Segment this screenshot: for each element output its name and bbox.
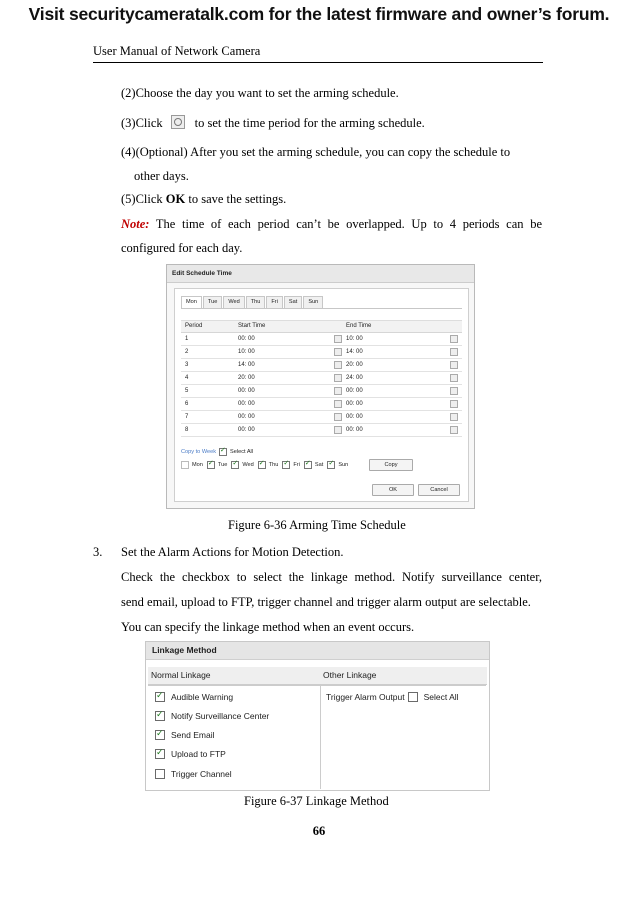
note-line2: configured for each day. bbox=[121, 241, 243, 255]
tab-fri[interactable]: Fri bbox=[266, 296, 283, 309]
clock-icon[interactable] bbox=[334, 348, 342, 356]
end-time-cell[interactable]: 10: 00 bbox=[346, 336, 363, 342]
day-checkbox-tue[interactable] bbox=[207, 461, 215, 469]
day-checkbox-sat[interactable] bbox=[304, 461, 312, 469]
label-audible-warning: Audible Warning bbox=[171, 692, 234, 702]
trigger-alarm-output-row bbox=[326, 692, 459, 702]
linkage-title: Linkage Method bbox=[146, 642, 489, 660]
label-send-email: Send Email bbox=[171, 730, 215, 740]
table-row bbox=[181, 372, 462, 385]
linkage-item-notify-center[interactable] bbox=[155, 711, 269, 721]
start-time-cell[interactable]: 10: 00 bbox=[238, 349, 255, 355]
day-tabs bbox=[181, 296, 324, 308]
day-label-mon: Mon bbox=[192, 462, 203, 468]
period-cell: 3 bbox=[185, 362, 189, 368]
col-period: Period bbox=[185, 323, 203, 329]
section-3-title: Set the Alarm Actions for Motion Detection. bbox=[121, 545, 344, 559]
section-3-line3: You can specify the linkage method when an event occurs. bbox=[121, 620, 415, 634]
start-time-cell[interactable]: 00: 00 bbox=[238, 427, 255, 433]
step-5-ok: OK bbox=[165, 192, 186, 206]
select-all-label: Select All bbox=[230, 449, 254, 455]
edit-schedule-dialog bbox=[166, 264, 475, 509]
checkbox-send-email[interactable] bbox=[155, 730, 165, 740]
table-row bbox=[181, 398, 462, 411]
step-3 bbox=[121, 115, 425, 130]
page-number: 66 bbox=[312, 824, 326, 838]
day-label-fri: Fri bbox=[293, 462, 300, 468]
clock-icon[interactable] bbox=[450, 361, 458, 369]
day-checkbox-mon[interactable] bbox=[181, 461, 189, 469]
step-4-line1: (4)(Optional) After you set the arming schedule, you can copy the schedule to bbox=[121, 145, 511, 159]
end-time-cell[interactable]: 00: 00 bbox=[346, 414, 363, 420]
checkbox-trigger-channel[interactable] bbox=[155, 769, 165, 779]
period-cell: 7 bbox=[185, 414, 189, 420]
clock-icon[interactable] bbox=[334, 400, 342, 408]
day-label-sat: Sat bbox=[314, 462, 324, 468]
step-3-prefix: (3)Click bbox=[121, 116, 163, 130]
day-label-sun: Sun bbox=[338, 462, 349, 468]
note-line1 bbox=[121, 217, 542, 231]
period-table bbox=[181, 320, 462, 437]
period-cell: 1 bbox=[185, 336, 189, 342]
tab-sun[interactable]: Sun bbox=[303, 296, 323, 309]
clock-icon[interactable] bbox=[450, 400, 458, 408]
day-label-thu: Thu bbox=[268, 462, 279, 468]
end-time-cell[interactable]: 00: 00 bbox=[346, 401, 363, 407]
label-notify-center: Notify Surveillance Center bbox=[171, 711, 270, 721]
copy-to-week-row bbox=[181, 448, 253, 456]
start-time-cell[interactable]: 00: 00 bbox=[238, 414, 255, 420]
clock-icon[interactable] bbox=[334, 361, 342, 369]
linkage-item-audible-warning[interactable] bbox=[155, 692, 233, 702]
col-start-time: Start Time bbox=[238, 323, 266, 329]
table-row bbox=[181, 346, 462, 359]
day-label-wed: Wed bbox=[242, 462, 254, 468]
site-banner: Visit securitycameratalk.com for the latest firmware and owner’s forum. bbox=[28, 4, 610, 24]
clock-icon[interactable] bbox=[334, 426, 342, 434]
figure-caption-6-36: Figure 6-36 Arming Time Schedule bbox=[228, 518, 406, 532]
step-3-suffix: to set the time period for the arming schedule. bbox=[194, 116, 425, 130]
ok-button[interactable]: OK bbox=[372, 484, 414, 496]
clock-icon[interactable] bbox=[450, 374, 458, 382]
checkbox-select-all[interactable] bbox=[408, 692, 418, 702]
section-3-number: 3. bbox=[93, 545, 103, 559]
tab-thu[interactable]: Thu bbox=[246, 296, 266, 309]
start-time-cell[interactable]: 00: 00 bbox=[238, 336, 255, 342]
clock-icon[interactable] bbox=[450, 387, 458, 395]
label-trigger-channel: Trigger Channel bbox=[171, 769, 232, 779]
header-rule bbox=[93, 62, 543, 63]
figure-caption-6-37: Figure 6-37 Linkage Method bbox=[244, 794, 389, 808]
end-time-cell[interactable]: 20: 00 bbox=[346, 362, 363, 368]
clock-icon[interactable] bbox=[450, 426, 458, 434]
table-row bbox=[181, 359, 462, 372]
end-time-cell[interactable]: 00: 00 bbox=[346, 388, 363, 394]
clock-icon[interactable] bbox=[450, 335, 458, 343]
dialog-title: Edit Schedule Time bbox=[167, 265, 474, 283]
step-2: (2)Choose the day you want to set the arming schedule. bbox=[121, 86, 399, 100]
day-checkbox-wed[interactable] bbox=[231, 461, 239, 469]
section-3-line2: send email, upload to FTP, trigger channel and trigger alarm output are selectable. bbox=[121, 595, 531, 609]
linkage-item-send-email[interactable] bbox=[155, 730, 214, 740]
day-checkbox-thu[interactable] bbox=[258, 461, 266, 469]
note-text: The time of each period can’t be overlapped. Up to 4 periods can be bbox=[155, 217, 542, 231]
linkage-item-upload-ftp[interactable] bbox=[155, 749, 226, 759]
clock-icon[interactable] bbox=[334, 335, 342, 343]
select-all-label: Select All bbox=[423, 692, 459, 702]
day-checkbox-sun[interactable] bbox=[327, 461, 335, 469]
clock-icon[interactable] bbox=[334, 413, 342, 421]
step-5 bbox=[121, 192, 286, 206]
start-time-cell[interactable]: 00: 00 bbox=[238, 401, 255, 407]
linkage-body bbox=[148, 685, 486, 789]
period-cell: 8 bbox=[185, 427, 189, 433]
trigger-alarm-output-label: Trigger Alarm Output bbox=[326, 692, 405, 702]
select-all-checkbox[interactable] bbox=[219, 448, 227, 456]
copy-days-row bbox=[181, 461, 352, 469]
column-divider bbox=[320, 686, 321, 789]
day-label-tue: Tue bbox=[217, 462, 228, 468]
dialog-body bbox=[174, 288, 469, 502]
tab-wed[interactable]: Wed bbox=[223, 296, 244, 309]
cancel-button[interactable]: Cancel bbox=[418, 484, 460, 496]
clock-icon[interactable] bbox=[450, 348, 458, 356]
linkage-method-panel bbox=[145, 641, 490, 791]
step-4-line2: other days. bbox=[134, 169, 189, 183]
start-time-cell[interactable]: 00: 00 bbox=[238, 388, 255, 394]
period-cell: 6 bbox=[185, 401, 189, 407]
tab-mon[interactable]: Mon bbox=[181, 296, 202, 309]
checkbox-notify-center[interactable] bbox=[155, 711, 165, 721]
day-checkbox-fri[interactable] bbox=[282, 461, 290, 469]
copy-button[interactable]: Copy bbox=[369, 459, 413, 471]
section-3-line1: Check the checkbox to select the linkage method. Notify surveillance center, bbox=[121, 570, 542, 584]
label-upload-ftp: Upload to FTP bbox=[171, 749, 226, 759]
end-time-cell[interactable]: 24: 00 bbox=[346, 375, 363, 381]
other-linkage-header: Other Linkage bbox=[320, 667, 487, 685]
normal-linkage-header: Normal Linkage bbox=[148, 667, 321, 685]
table-header bbox=[181, 321, 462, 333]
checkbox-upload-ftp[interactable] bbox=[155, 749, 165, 759]
tab-tue[interactable]: Tue bbox=[203, 296, 222, 309]
clock-icon[interactable] bbox=[334, 374, 342, 382]
table-row bbox=[181, 333, 462, 346]
col-end-time: End Time bbox=[346, 323, 372, 329]
period-cell: 2 bbox=[185, 349, 189, 355]
clock-icon[interactable] bbox=[450, 413, 458, 421]
start-time-cell[interactable]: 14: 00 bbox=[238, 362, 255, 368]
end-time-cell[interactable]: 14: 00 bbox=[346, 349, 363, 355]
table-row bbox=[181, 411, 462, 424]
step-5-prefix: (5)Click bbox=[121, 192, 163, 206]
linkage-item-trigger-channel[interactable] bbox=[155, 769, 232, 779]
tab-sat[interactable]: Sat bbox=[284, 296, 302, 309]
tab-divider bbox=[181, 308, 462, 309]
checkbox-audible-warning[interactable] bbox=[155, 692, 165, 702]
manual-header: User Manual of Network Camera bbox=[93, 44, 261, 58]
period-cell: 5 bbox=[185, 388, 189, 394]
table-row bbox=[181, 424, 462, 437]
end-time-cell[interactable]: 00: 00 bbox=[346, 427, 363, 433]
start-time-cell[interactable]: 20: 00 bbox=[238, 375, 255, 381]
period-cell: 4 bbox=[185, 375, 189, 381]
table-row bbox=[181, 385, 462, 398]
step-5-suffix: to save the settings. bbox=[188, 192, 287, 206]
note-label: Note: bbox=[121, 217, 150, 231]
copy-to-week-link[interactable]: Copy to Week bbox=[181, 449, 217, 455]
clock-icon[interactable] bbox=[334, 387, 342, 395]
clock-icon bbox=[171, 115, 185, 129]
